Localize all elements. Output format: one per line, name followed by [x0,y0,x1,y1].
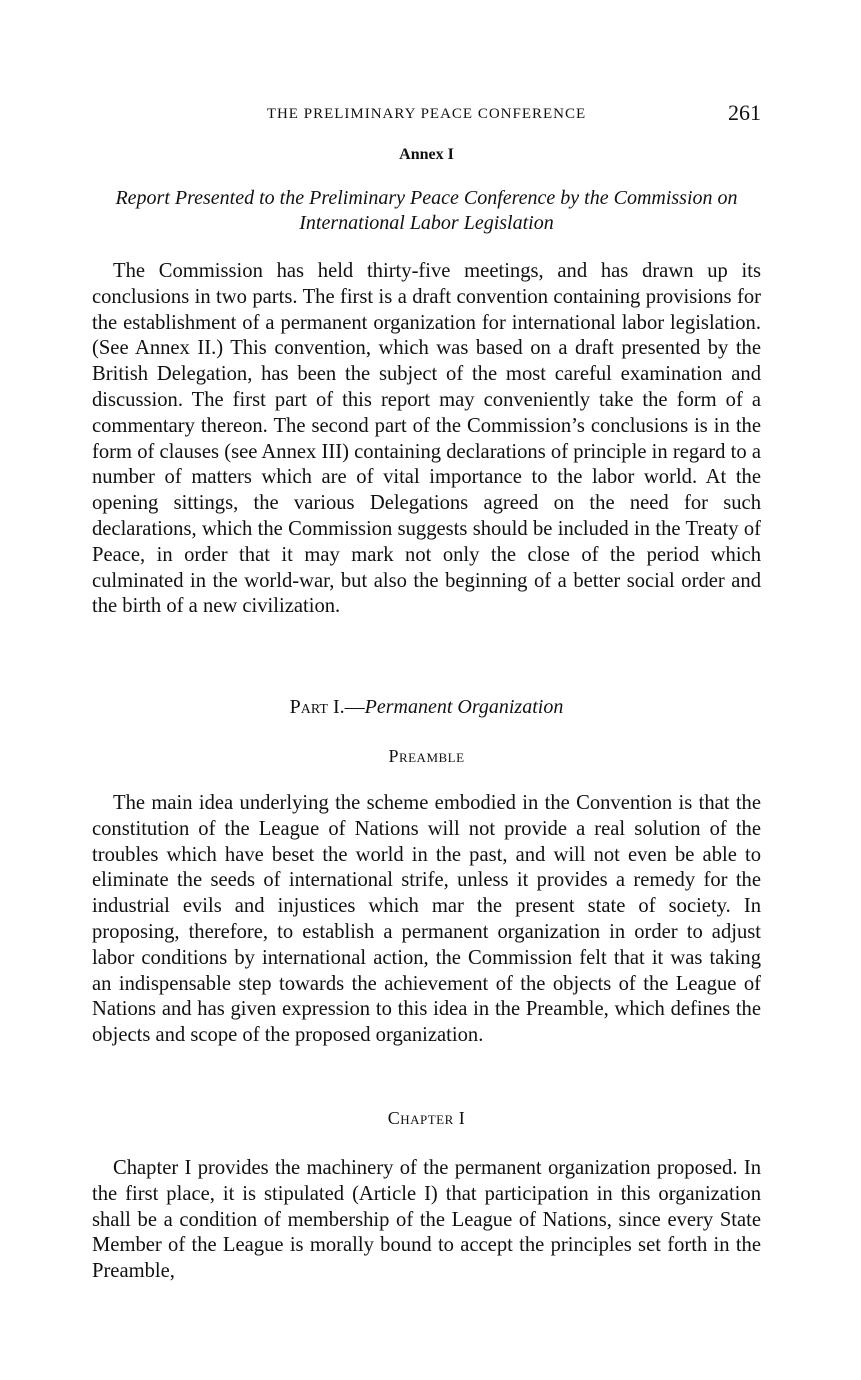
preamble-paragraph: The main idea underlying the scheme embodied in the Convention is that the constitution of the League of Nations will not provide a real solution of the troubles which have beset the world in the past, and will not even be able to eliminate the seeds of international strife, unless it provides a remedy for the industrial evils and injustices which mar the present state of society. In proposing, therefore, to establish a permanent organization in order to adjust labor conditions by international action, the Commission felt that it was taking an indispensable step towards the achievement of the objects of the League of Nations and has given expression to this idea in the Preamble, which defines the objects and scope of the proposed organization. [92,792,761,1047]
intro-paragraph: The Commission has held thirty-five meetings, and has drawn up its conclusions in two parts. The first is a draft convention containing provisions for the establishment of a permanent organization for international labor legislation. (See Annex II.) This convention, which was based on a draft presented by the British Delegation, has been the subject of the most careful examination and discussion. The first part of this report may conveniently take the form of a commentary thereon. The second part of the Commission’s conclusions is in the form of clauses (see Annex III) containing declarations of principle in regard to a number of matters which are of vital importance to the labor world. At the opening sittings, the various Delegations agreed on the need for such declarations, which the Commission suggests should be included in the Treaty of Peace, in order that it may mark not only the close of the period which culminated in the world-war, but also the beginning of a better social order and the birth of a new civilization. [92,260,761,618]
running-title: THE PRELIMINARY PEACE CONFERENCE [266,106,587,122]
part-heading-title: Permanent Organization [364,696,564,718]
page-number: 261 [728,100,761,125]
part-heading [92,696,761,719]
part-heading-prefix: Part I.— [289,696,365,718]
report-title: Report Presented to the Preliminary Peace Conference by the Commission on International Labor Legislation [115,187,738,234]
chapter-heading: Chapter I [387,1108,466,1128]
preamble-heading: Preamble [388,746,465,766]
running-header [92,100,761,130]
annex-title: Annex I [399,146,454,163]
chapter-paragraph: Chapter I provides the machinery of the permanent organization proposed. In the first place, it is stipulated (Article I) that participation in this organization shall be a condition of membership of the League of Nations, since every State Member of the League is morally bound to accept the principles set forth in the Preamble, [92,1157,761,1283]
